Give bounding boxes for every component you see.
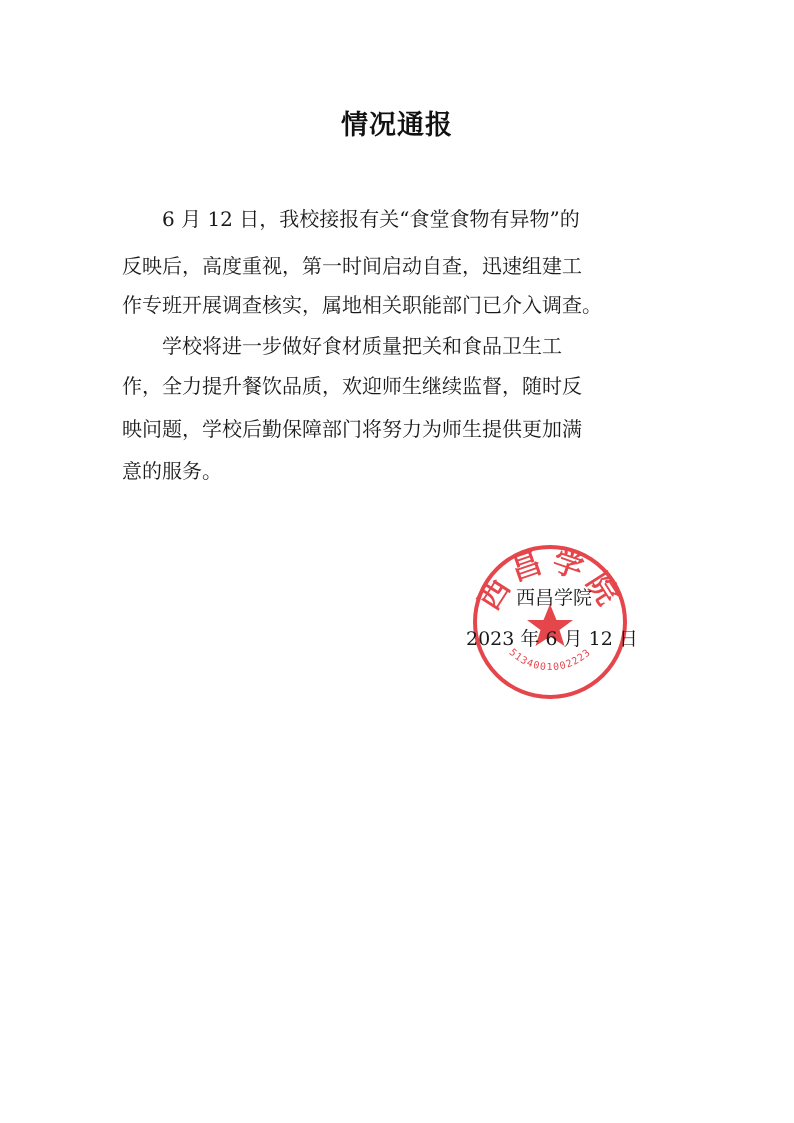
paragraph-2-line-4: 意的服务。 (122, 459, 222, 483)
paragraph-2-line-3: 映问题，学校后勤保障部门将努力为师生提供更加满 (122, 417, 582, 441)
official-seal-stamp (470, 542, 630, 702)
signature-organization: 西昌学院 (516, 587, 593, 609)
paragraph-1-line-3: 作专班开展调查核实，属地相关职能部门已介入调查。 (122, 293, 602, 317)
paragraph-2-line-1: 学校将进一步做好食材质量把关和食品卫生工 (162, 334, 562, 358)
paragraph-1-line-2: 反映后，高度重视，第一时间启动自查，迅速组建工 (122, 254, 582, 278)
paragraph-2-line-2: 作，全力提升餐饮品质，欢迎师生继续监督，随时反 (122, 374, 582, 398)
seal-graphic (472, 544, 628, 697)
paragraph-1-line-1: 6 月 12 日，我校接报有关“食堂食物有异物”的 (162, 207, 580, 231)
seal-arc-text-path: 西昌学院 (472, 543, 628, 617)
page-title: 情况通报 (341, 110, 453, 141)
signature-date: 2023 年 6 月 12 日 (466, 628, 638, 650)
seal-code-text-path: 5134001002223 (506, 647, 594, 674)
